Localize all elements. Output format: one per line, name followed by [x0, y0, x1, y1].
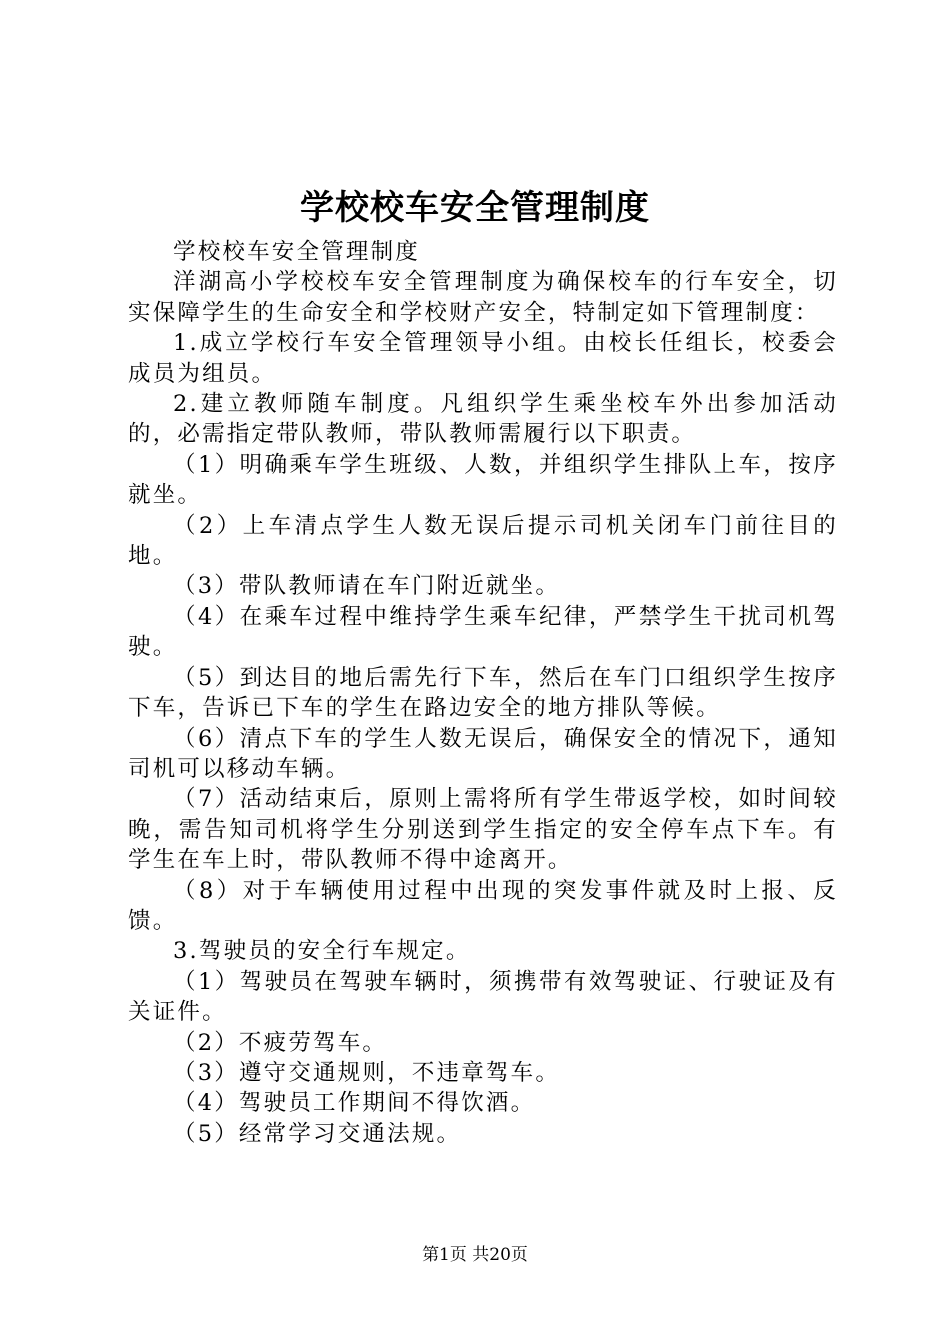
- paragraph: （3）带队教师请在车门附近就坐。: [173, 573, 561, 600]
- paragraph: 3.驾驶员的安全行车规定。: [173, 938, 471, 965]
- paragraph: （3）遵守交通规则，不违章驾车。: [173, 1059, 561, 1086]
- paragraph: （1）驾驶员在驾驶车辆时，须携带有效驾驶证、行驶证及有关证件。: [128, 968, 838, 1026]
- paragraph: （8）对于车辆使用过程中出现的突发事件就及时上报、反馈。: [128, 877, 838, 934]
- paragraph: （4）驾驶员工作期间不得饮酒。: [173, 1090, 536, 1117]
- paragraph: 2.建立教师随车制度。凡组织学生乘坐校车外出参加活动的，必需指定带队教师，带队教师需履行以下职责。: [128, 391, 838, 448]
- paragraph: （5）到达目的地后需先行下车，然后在车门口组织学生按序下车，告诉已下车的学生在路边安全的地方排队等候。: [128, 664, 838, 722]
- paragraph: 学校校车安全管理制度: [173, 239, 421, 265]
- paragraph: （6）清点下车的学生人数无误后，确保安全的情况下，通知司机可以移动车辆。: [128, 725, 838, 782]
- document-body: [128, 237, 838, 1149]
- document-title: 学校校车安全管理制度: [300, 188, 650, 228]
- paragraph: （2）不疲劳驾车。: [173, 1029, 388, 1056]
- paragraph: （4）在乘车过程中维持学生乘车纪律，严禁学生干扰司机驾驶。: [128, 603, 838, 661]
- paragraph: （1）明确乘车学生班级、人数，并组织学生排队上车，按序就坐。: [128, 451, 838, 509]
- paragraph: （2）上车清点学生人数无误后提示司机关闭车门前往目的地。: [128, 512, 838, 570]
- page-number-footer: 第1页 共20页: [422, 1245, 528, 1265]
- paragraph: （7）活动结束后，原则上需将所有学生带返学校，如时间较晚，需告知司机将学生分别送到学生指定的安全停车点下车。有学生在车上时，带队教师不得中途离开。: [128, 786, 838, 874]
- paragraph: 洋湖高小学校校车安全管理制度为确保校车的行车安全，切实保障学生的生命安全和学校财产安全，特制定如下管理制度：: [128, 269, 838, 326]
- paragraph: 1.成立学校行车安全管理领导小组。由校长任组长，校委会成员为组员。: [128, 330, 838, 387]
- paragraph: （5）经常学习交通法规。: [173, 1120, 462, 1147]
